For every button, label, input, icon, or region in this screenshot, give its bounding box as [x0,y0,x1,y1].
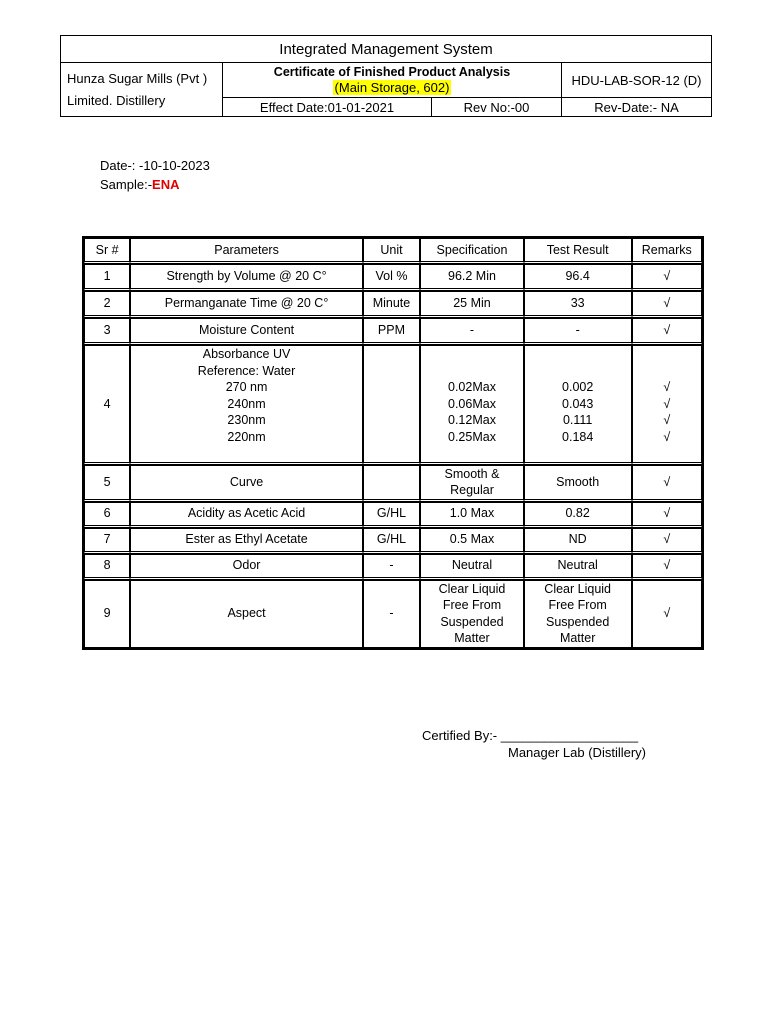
cell-param [130,264,363,291]
cell-line: Ester as Ethyl Acetate [185,532,308,547]
cell-line: Matter [559,631,596,645]
cell-sr: 3 [84,318,130,345]
cell-line: ND [568,532,587,547]
cell-param [130,502,363,528]
cell-line: √ [663,323,671,338]
cell-unit: G/HL [363,528,420,554]
cell-param [130,554,363,580]
cell-line: 0.111 [562,413,593,427]
table-row [84,465,702,502]
certificate-subtitle: (Main Storage, 602) [334,79,450,95]
cell-unit [363,345,420,465]
cell-line: √ [663,532,671,547]
cell-spec [420,554,524,580]
cell-line: 270 nm [225,380,268,394]
cell-result [524,264,632,291]
cell-result [524,580,632,648]
cell-result [524,291,632,318]
cell-line: 240nm [227,396,266,411]
certificate-title: Certificate of Finished Product Analysis [273,64,511,79]
table-row [84,318,702,345]
cell-line: Aspect [227,606,266,621]
cell-line: 0.043 [562,396,594,411]
cell-line: √ [663,380,671,394]
cell-line: Clear Liquid [438,581,506,596]
cell-line: 230nm [227,413,266,427]
cell-line: √ [663,558,671,573]
cell-line: Matter [454,631,490,645]
document-header [60,35,712,117]
cell-sr: 7 [84,528,130,554]
cell-line: - [575,323,580,338]
cell-line [527,346,629,363]
cell-line: Strength by Volume @ 20 C° [166,269,327,284]
table-row [84,554,702,580]
cell-sr: 8 [84,554,130,580]
column-header: Parameters [130,238,363,264]
sample-line [100,177,179,192]
cell-unit: PPM [363,318,420,345]
cell-param [130,318,363,345]
cell-unit: Vol % [363,264,420,291]
company-name [61,63,223,117]
cell-spec [420,580,524,648]
cell-result [524,345,632,465]
table-row [84,580,702,648]
cell-remarks [632,554,703,580]
cell-remarks [632,580,703,648]
cell-line: 33 [570,296,585,311]
cell-line: √ [663,606,671,621]
cell-sr: 2 [84,291,130,318]
cell-line [635,363,700,380]
cell-line [423,445,521,462]
cell-line: Acidity as Acetic Acid [187,506,306,521]
cell-remarks [632,318,703,345]
company-line-1: Hunza Sugar Mills (Pvt ) [67,70,208,86]
cell-line: √ [663,506,671,521]
report-date: Date-: -10-10-2023 [100,158,210,173]
cell-line: √ [663,413,671,427]
cell-result [524,554,632,580]
cell-line: 0.184 [562,429,594,444]
cell-line: Moisture Content [198,323,295,338]
cell-line: Suspended [440,614,504,629]
column-header: Specification [420,238,524,264]
cell-line: 0.002 [562,380,594,394]
cell-line: √ [663,474,671,489]
cell-sr: 6 [84,502,130,528]
cell-line: Suspended [546,614,610,629]
cell-param [130,465,363,502]
cell-line: Free From [442,598,502,612]
table-row [84,345,702,465]
cell-line: Absorbance UV [202,347,291,361]
cell-remarks [632,502,703,528]
cell-unit [363,465,420,502]
table-row [84,528,702,554]
cell-unit: Minute [363,291,420,318]
column-header: Sr # [84,238,130,264]
cell-sr: 9 [84,580,130,648]
table-row [84,502,702,528]
cell-remarks [632,264,703,291]
cell-spec [420,528,524,554]
cell-line: Neutral [557,558,598,573]
cell-result [524,318,632,345]
cell-line [635,445,700,462]
cell-line: √ [663,296,671,311]
cell-spec [420,502,524,528]
cell-line: 96.2 Min [448,269,496,284]
cell-param [130,580,363,648]
cell-remarks [632,465,703,502]
cell-spec [420,345,524,465]
cell-line [423,346,521,363]
column-header: Test Result [524,238,632,264]
cell-result [524,528,632,554]
cell-spec [420,465,524,502]
cell-remarks [632,345,703,465]
column-header: Unit [363,238,420,264]
cell-line: Clear Liquid [544,581,612,596]
cell-spec [420,318,524,345]
cell-line: Smooth & [444,466,500,481]
analysis-results-table [82,236,704,650]
cell-unit: G/HL [363,502,420,528]
cell-line: 0.25Max [448,429,496,444]
table-row [84,264,702,291]
cell-result [524,502,632,528]
cell-result [524,465,632,502]
cell-line [527,445,629,462]
cell-param [130,345,363,465]
cell-sr: 5 [84,465,130,502]
cell-line [527,363,629,380]
cell-remarks [632,291,703,318]
cell-line: Permanganate Time @ 20 C° [164,296,329,311]
cell-line [423,363,521,380]
cell-param [130,291,363,318]
cell-spec [420,264,524,291]
cell-line: Reference: Water [197,363,296,378]
sample-value: ENA [152,177,180,192]
certified-by: Certified By:- ___________________ [422,728,639,743]
document-code: HDU-LAB-SOR-12 (D) [562,63,712,98]
cell-line [635,346,700,363]
table-header-row [84,238,702,264]
cell-remarks [632,528,703,554]
cell-line: 1.0 Max [449,506,495,521]
cell-line: 0.06Max [448,396,496,411]
cell-line: 0.02Max [448,380,496,394]
cell-sr: 4 [84,345,130,465]
revision-date: Rev-Date:- NA [562,98,712,117]
cell-sr: 1 [84,264,130,291]
cell-line: Regular [450,483,494,497]
effect-date: Effect Date:01-01-2021 [223,98,432,117]
cell-line: 0.5 Max [449,532,495,547]
cell-line: √ [663,396,671,411]
table-row [84,291,702,318]
cell-line: Free From [548,598,607,612]
cell-line: 25 Min [453,296,491,311]
cell-line: √ [663,269,671,284]
company-line-2: Limited. Distillery [67,92,166,108]
revision-number: Rev No:-00 [432,98,562,117]
cell-line: Smooth [556,474,600,489]
system-title: Integrated Management System [61,36,712,63]
cell-line: Odor [232,558,261,573]
cell-line: - [469,323,475,338]
cell-line: Curve [229,474,264,489]
column-header: Remarks [632,238,703,264]
cell-unit: - [363,554,420,580]
sample-label: Sample:- [100,177,153,192]
cell-line: 0.12Max [448,413,496,427]
cell-line [133,445,360,462]
cell-spec [420,291,524,318]
cell-param [130,528,363,554]
certificate-title-cell [223,63,562,98]
certifier-role: Manager Lab (Distillery) [508,745,646,760]
cell-line: 0.82 [565,506,590,521]
cell-line: 96.4 [565,269,590,284]
cell-unit: - [363,580,420,648]
cell-line: √ [663,429,671,444]
cell-line: 220nm [227,429,266,444]
cell-line: Neutral [451,558,493,573]
